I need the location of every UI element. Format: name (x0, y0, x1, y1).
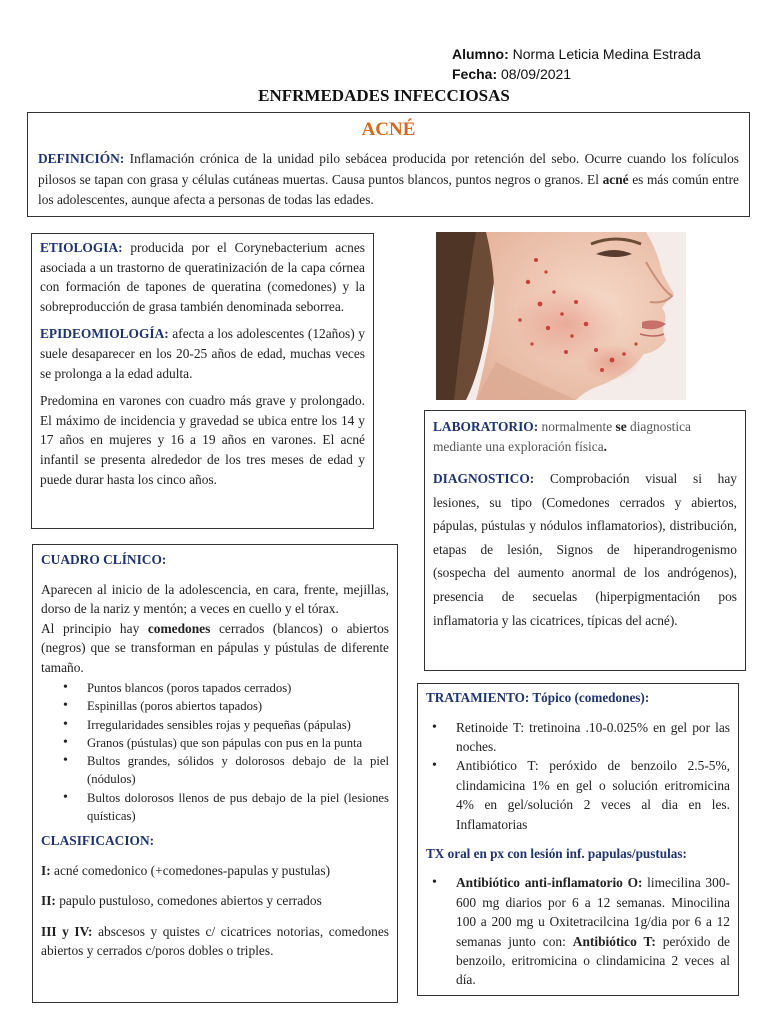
classification-text: acné comedonico (+comedones-papulas y pustulas) (50, 862, 331, 878)
laboratory-label: LABORATORIO: (433, 419, 539, 434)
oral-list (426, 873, 730, 989)
oral-bold-1: Antibiótico anti-inflamatorio O: (456, 875, 643, 891)
student-name: Norma Leticia Medina Estrada (512, 46, 701, 62)
classification-item (41, 891, 389, 911)
list-item: • Puntos blancos (poros tapados cerrados) (41, 679, 389, 697)
list-item: • Irregularidades sensibles rojas y pequeñas (pápulas) (41, 716, 389, 734)
etiology-label: ETIOLOGIA: (40, 240, 123, 255)
diagnosis-text: Comprobación visual si hay lesiones, su tipo (Comedones cerrados y abiertos, pápulas, pústulas y nódulos inflamatorios), distribución, etapas de lesión, Signos de hiperandrogenismo (sospecha del aumento anormal de los andrógenos), presencia de secuelas (hiperpigmentación pos inflamatoria y las cicatrices, típicas del acné). (433, 471, 737, 628)
topical-list (426, 718, 730, 834)
list-item: • Retinoide T: tretinoina .10-0.025% en gel por las noches. (426, 718, 730, 757)
treatment-box (417, 683, 739, 996)
document-title: ENFRMEDADES INFECCIOSAS (258, 86, 510, 105)
topic-title: ACNÉ (361, 119, 416, 140)
classification-label: I: (41, 862, 51, 878)
clinical-list (41, 679, 389, 825)
clinical-heading: CUADRO CLÍNICO: (41, 552, 167, 567)
student-label: Alumno: (452, 46, 509, 62)
clinical-box (32, 544, 398, 1003)
epidemiology-label: EPIDEOMIOLOGÍA: (40, 326, 169, 342)
epidemiology-paragraph-2: Predomina en varones con cuadro más grave y prolongado. El máximo de incidencia y gravedad se ubica entre los 14 y 17 años en mujeres y 16 a 19 años en varones. El acné infantil se presenta alrededor de los tres meses de edad y puede durar hasta los cinco años. (40, 393, 365, 487)
definition-paragraph (38, 149, 739, 211)
laboratory-paragraph (433, 417, 737, 457)
classification-text: papulo pustuloso, comedones abiertos y cerrados (55, 893, 322, 909)
oral-bold-2: Antibiótico T: (572, 933, 656, 949)
oral-text-1: limecilina 300-600 mg diarios por 6 a 12 semanas. Minocilina 100 a 200 mg u Oxitetracilcina 1g/dia por 6 a 12 semanas junto con: (456, 875, 730, 949)
student-line (452, 46, 701, 62)
definition-box (27, 112, 750, 217)
definition-text-2: es más común entre los adolescentes, aunque afecta a personas de todas las edades. (38, 171, 739, 207)
laboratory-end: . (603, 439, 608, 454)
classification-heading: CLASIFICACION: (41, 833, 155, 849)
classification-text: abscesos y quistes c/ cicatrices notorias, comedones abiertos y cerrados c/poros dobles o triples. (41, 923, 389, 959)
classification-label: II: (41, 893, 56, 909)
list-item (426, 873, 730, 989)
date-label: Fecha: (452, 66, 498, 82)
date-value: 08/09/2021 (501, 66, 572, 82)
face-illustration (436, 232, 686, 400)
list-item: • Antibiótico T: peróxido de benzoilo 2.5-5%, clindamicina 1% en gel o solución eritromicina 4% en gel/solución 2 veces al dia en les. Inflamatorias (426, 756, 730, 834)
list-item: • Espinillas (poros abiertos tapados) (41, 697, 389, 715)
treatment-heading: TRATAMIENTO: Tópico (comedones): (426, 690, 650, 705)
etiology-text: producida por el Corynebacterium acnes asociada a un trastorno de queratinización de la capa córnea con formación de tapones de queratina (comedones) y la sobreproducción de grasa también denominada seborrea. (40, 240, 365, 314)
definition-label: DEFINICIÓN: (38, 151, 125, 166)
clinical-paragraph (41, 619, 389, 678)
clinical-text-2: cerrados (blancos) o abiertos (negros) que se transforman en pápulas y pústulas de diferente tamaño. (41, 620, 389, 675)
date-line (452, 66, 571, 82)
diagnosis-paragraph (433, 467, 737, 632)
definition-bold: acné (602, 171, 629, 187)
classification-label: III y IV: (41, 923, 93, 939)
classification-item (41, 922, 389, 961)
list-item: • Granos (pústulas) que son pápulas con pus en la punta (41, 734, 389, 752)
laboratory-box (424, 410, 746, 671)
clinical-text-1: Al principio hay (41, 620, 148, 636)
classification-item (41, 861, 389, 881)
laboratory-text-2: diagnostica mediante una exploración física (433, 419, 691, 454)
epidemiology-paragraph (40, 324, 365, 383)
diagnosis-label: DIAGNOSTICO: (433, 471, 535, 486)
acne-face-photo (436, 232, 686, 400)
laboratory-bold: se (615, 419, 627, 434)
etiology-box (31, 233, 374, 529)
laboratory-text-1: normalmente (538, 419, 616, 434)
oral-text-2: peróxido de benzoilo, eritromicina o clindamicina 2 veces al día. (456, 933, 730, 988)
clinical-intro: Aparecen al inicio de la adolescencia, en cara, frente, mejillas, dorso de la nariz y mentón; a veces en cuello y el tórax. (41, 581, 389, 616)
oral-heading: TX oral en px con lesión inf. papulas/pustulas: (426, 845, 687, 861)
clinical-bold: comedones (147, 620, 211, 636)
epidemiology-text: afecta a los adolescentes (12años) y suele desaparecer en los 20-25 años de edad, muchas veces se prolonga a la edad adulta. (40, 326, 365, 381)
etiology-paragraph (40, 238, 365, 316)
definition-text-1: Inflamación crónica de la unidad pilo sebácea producida por retención del sebo. Ocurre cuando los folículos pilosos se tapan con grasa y células cutáneas muertas. Causa puntos blancos, puntos negros o granos. El (38, 151, 739, 187)
list-item: • Bultos grandes, sólidos y dolorosos debajo de la piel (nódulos) (41, 752, 389, 789)
list-item: • Bultos dolorosos llenos de pus debajo de la piel (lesiones quísticas) (41, 789, 389, 826)
